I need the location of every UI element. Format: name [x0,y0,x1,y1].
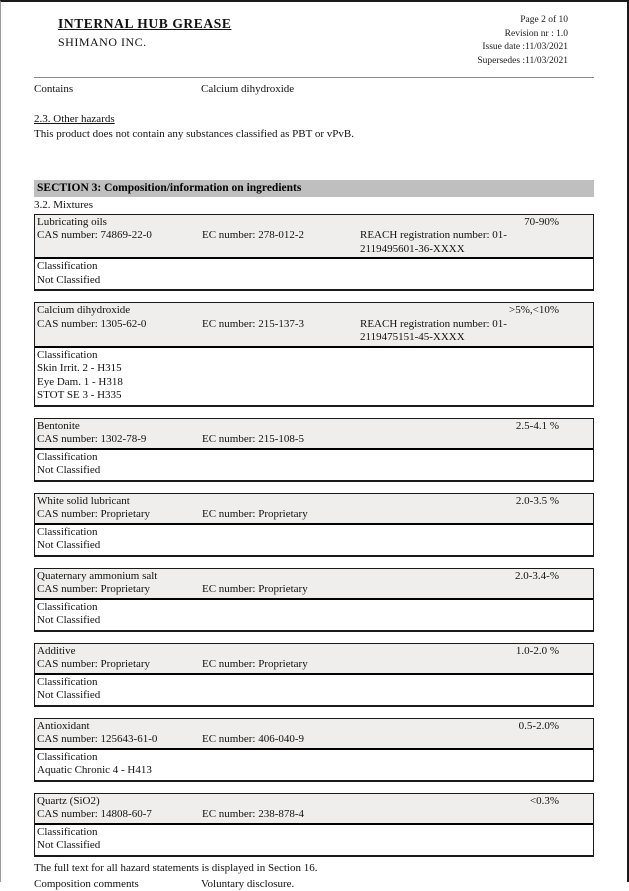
ingredient-cas-number: CAS number: Proprietary [37,583,151,595]
meta-page-number: Page 2 of 10 [520,15,568,25]
ingredient-table [34,718,594,782]
ingredient-reach-number [360,583,591,597]
ingredient-classification [35,600,593,630]
meta-supersedes: Supersedes :11/03/2021 [477,55,568,66]
composition-comments-row [34,877,594,891]
classification-item: Not Classified [37,689,101,701]
section-2-3 [34,112,594,141]
ingredient-ec-number: EC number: Proprietary [202,583,308,595]
document-meta [477,14,568,68]
section-2-3-heading: 2.3. Other hazards [34,112,115,125]
ingredient-classification [35,259,593,289]
composition-comments-value: Voluntary disclosure. [201,877,295,890]
ingredient-percent: <0.3% [529,794,559,807]
classification-item: Eye Dam. 1 - H318 [37,375,123,388]
classification-lines [37,362,591,403]
classification-lines [37,539,591,553]
ingredient-name-row [37,495,591,509]
ingredient-classification [35,675,593,705]
ingredient-header [35,569,593,600]
ingredient-cas-number: CAS number: Proprietary [37,508,151,520]
hazard-statements-footnote: The full text for all hazard statements is displayed in Section 16. [34,861,318,874]
ingredient-id-row [37,433,591,447]
ingredient-classification [35,750,593,780]
ingredient-name: Bentonite [37,419,80,432]
meta-issue-date: Issue date :11/03/2021 [482,42,568,52]
ingredient-id-row [37,508,591,522]
header-left [58,14,231,68]
ingredients-list [34,214,594,857]
classification-item: STOT SE 3 - H335 [37,389,122,401]
company-name: SHIMANO INC. [58,35,147,49]
classification-label: Classification [37,260,98,272]
classification-item: Not Classified [37,464,101,476]
ingredient-ec-number: EC number: Proprietary [202,508,308,520]
ingredient-percent: 2.5-4.1 % [515,419,559,432]
ingredient-name-row [37,216,591,230]
ingredient-id-row [37,733,591,747]
ingredient-table [34,643,594,707]
page-title: INTERNAL HUB GREASE [58,16,232,31]
classification-item: Not Classified [37,539,101,551]
reach-line-1: REACH registration number: 01- [360,317,507,330]
ingredient-reach-number [360,433,591,447]
ingredient-id-row [37,658,591,672]
ingredient-cas-number: CAS number: 1305-62-0 [37,317,147,330]
ingredient-percent: 0.5-2.0% [518,719,559,732]
ingredient-reach-number [360,808,591,822]
classification-item: Aquatic Chronic 4 - H413 [37,764,152,776]
ingredient-name: Calcium dihydroxide [37,304,131,316]
section-3-header: SECTION 3: Composition/information on ingredients [34,180,594,197]
ingredient-percent: 70-90% [524,215,559,228]
ingredient-percent: >5%,<10% [509,304,559,316]
ingredient-table [34,493,594,557]
ingredient-reach-number [360,658,591,672]
ingredient-header [35,419,593,450]
classification-lines [37,839,591,853]
ingredient-ec-number: EC number: 406-040-9 [202,733,305,745]
reach-line-1: REACH registration number: 01- [360,229,507,241]
ingredient-reach-number [360,508,591,522]
ingredient-header [35,719,593,750]
ingredient-name: Antioxidant [37,719,90,732]
ingredient-table [34,793,594,857]
ingredient-name-row [37,795,591,809]
ingredient-classification [35,348,593,405]
ingredient-id-row [37,229,591,256]
contains-row [34,77,594,97]
classification-label: Classification [37,825,98,838]
classification-item: Skin Irrit. 2 - H315 [37,362,122,374]
ingredient-name: Lubricating oils [37,215,107,228]
ingredient-header [35,644,593,675]
reach-line-2: 2119475151-45-XXXX [360,331,465,343]
section-3-subheading: 3.2. Mixtures [34,198,93,211]
ingredient-header [35,215,593,260]
classification-lines [37,274,591,288]
ingredient-name: Additive [37,644,76,657]
contains-value: Calcium dihydroxide [201,83,295,95]
ingredient-cas-number: CAS number: Proprietary [37,658,151,670]
ingredient-name-row [37,304,591,318]
classification-lines [37,764,591,778]
ingredient-reach-number [360,733,591,747]
ingredient-table [34,302,594,407]
classification-lines [37,689,591,703]
ingredient-id-row [37,318,591,345]
ingredient-table [34,418,594,482]
ingredient-name-row [37,645,591,659]
ingredient-id-row [37,583,591,597]
classification-lines [37,614,591,628]
classification-label: Classification [37,600,98,613]
ingredient-table [34,214,594,292]
ingredient-header [35,494,593,525]
reach-line-2: 2119495601-36-XXXX [360,242,465,255]
ingredient-id-row [37,808,591,822]
classification-label: Classification [37,750,98,763]
ingredient-reach-number [360,229,591,256]
ingredient-cas-number: CAS number: 14808-60-7 [37,808,152,820]
ingredient-cas-number: CAS number: 74869-22-0 [37,229,152,241]
ingredient-header [35,794,593,825]
composition-comments-label: Composition comments [34,877,139,890]
ingredient-percent: 1.0-2.0 % [515,644,559,657]
meta-revision: Revision nr : 1.0 [504,28,568,39]
ingredient-classification [35,525,593,555]
ingredient-percent: 2.0-3.4-% [515,569,559,582]
classification-label: Classification [37,450,98,463]
ingredient-ec-number: EC number: Proprietary [202,658,308,670]
ingredient-name-row [37,720,591,734]
contains-label: Contains [34,83,74,95]
classification-item: Not Classified [37,839,101,851]
ingredient-name: Quaternary ammonium salt [37,569,158,582]
ingredient-ec-number: EC number: 215-108-5 [202,433,305,445]
ingredient-header [35,303,593,348]
ingredient-name: White solid lubricant [37,494,130,507]
classification-label: Classification [37,348,98,361]
ingredient-name-row [37,420,591,434]
classification-lines [37,464,591,478]
ingredient-name: Quartz (SiO2) [37,794,100,807]
classification-label: Classification [37,675,98,688]
ingredient-percent: 2.0-3.5 % [515,494,559,507]
classification-item: Not Classified [37,273,101,286]
ingredient-cas-number: CAS number: 1302-78-9 [37,433,147,445]
ingredient-classification [35,450,593,480]
classification-item: Not Classified [37,614,101,626]
ingredient-classification [35,825,593,855]
classification-label: Classification [37,525,98,538]
document-header [34,2,594,68]
ingredient-ec-number: EC number: 278-012-2 [202,229,305,241]
ingredient-reach-number [360,318,591,345]
ingredient-table [34,568,594,632]
ingredient-name-row [37,570,591,584]
ingredient-cas-number: CAS number: 125643-61-0 [37,733,158,745]
section-2-3-body: This product does not contain any substances classified as PBT or vPvB. [34,127,354,140]
ingredient-ec-number: EC number: 238-878-4 [202,808,305,820]
ingredient-ec-number: EC number: 215-137-3 [202,317,305,330]
